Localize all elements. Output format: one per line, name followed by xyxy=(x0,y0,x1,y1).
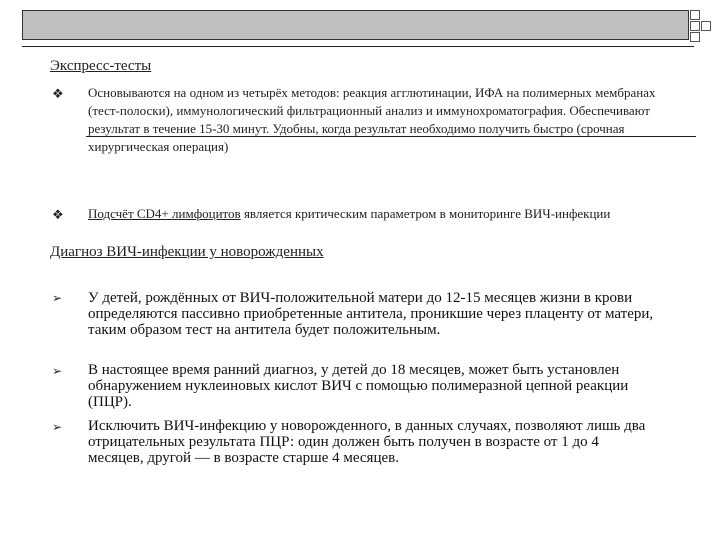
diamond-bullet-icon: ❖ xyxy=(52,207,64,222)
title-bar-decoration xyxy=(22,10,689,40)
corner-square-decoration xyxy=(690,32,700,42)
express-tests-description: Основываются на одном из четырёх методов: реакция агглютинации, ИФА на полимерных мембранах (тест-полоски), иммунологический фильтрационный анализ и иммунохроматография. Обеспечивают результат в течение 15-30 минут. Удобны, когда результат необходимо получить быстро (срочная хирургическая операция) xyxy=(88,85,656,154)
corner-square-decoration xyxy=(701,21,711,31)
section-heading-express-tests: Экспресс-тесты xyxy=(50,58,152,74)
cd4-count-paragraph xyxy=(88,205,668,223)
cd4-count-text: является критическим параметром в мониторинге ВИЧ-инфекции xyxy=(240,206,611,221)
arrow-bullet-icon: ➢ xyxy=(52,291,63,305)
diamond-bullet-icon: ❖ xyxy=(52,86,64,101)
arrow-bullet-icon: ➢ xyxy=(52,364,63,378)
corner-square-decoration xyxy=(690,21,700,31)
list-item: У детей, рождённых от ВИЧ-положительной матери до 12-15 месяцев жизни в крови определяются пассивно приобретенные антитела, проникшие через плаценту от матери, таким образом тест на антитела будет положительным. xyxy=(88,290,654,338)
list-item: В настоящее время ранний диагноз, у детей до 18 месяцев, может быть установлен обнаружением нуклеиновых кислот ВИЧ с помощью полимеразной цепной реакции (ПЦР). xyxy=(88,362,629,410)
section-heading-newborn-diagnosis: Диагноз ВИЧ-инфекции у новорожденных xyxy=(50,244,324,260)
corner-square-decoration xyxy=(690,10,700,20)
arrow-bullet-icon: ➢ xyxy=(52,420,63,434)
header-divider xyxy=(22,46,694,47)
list-item: Исключить ВИЧ-инфекцию у новорожденного, в данных случаях, позволяют лишь два отрицательных результата ПЦР: один должен быть получен в возрасте от 1 до 4 месяцев, другой — в возрасте старше 4 месяцев. xyxy=(88,418,646,466)
cd4-count-term: Подсчёт CD4+ лимфоцитов xyxy=(88,206,241,221)
